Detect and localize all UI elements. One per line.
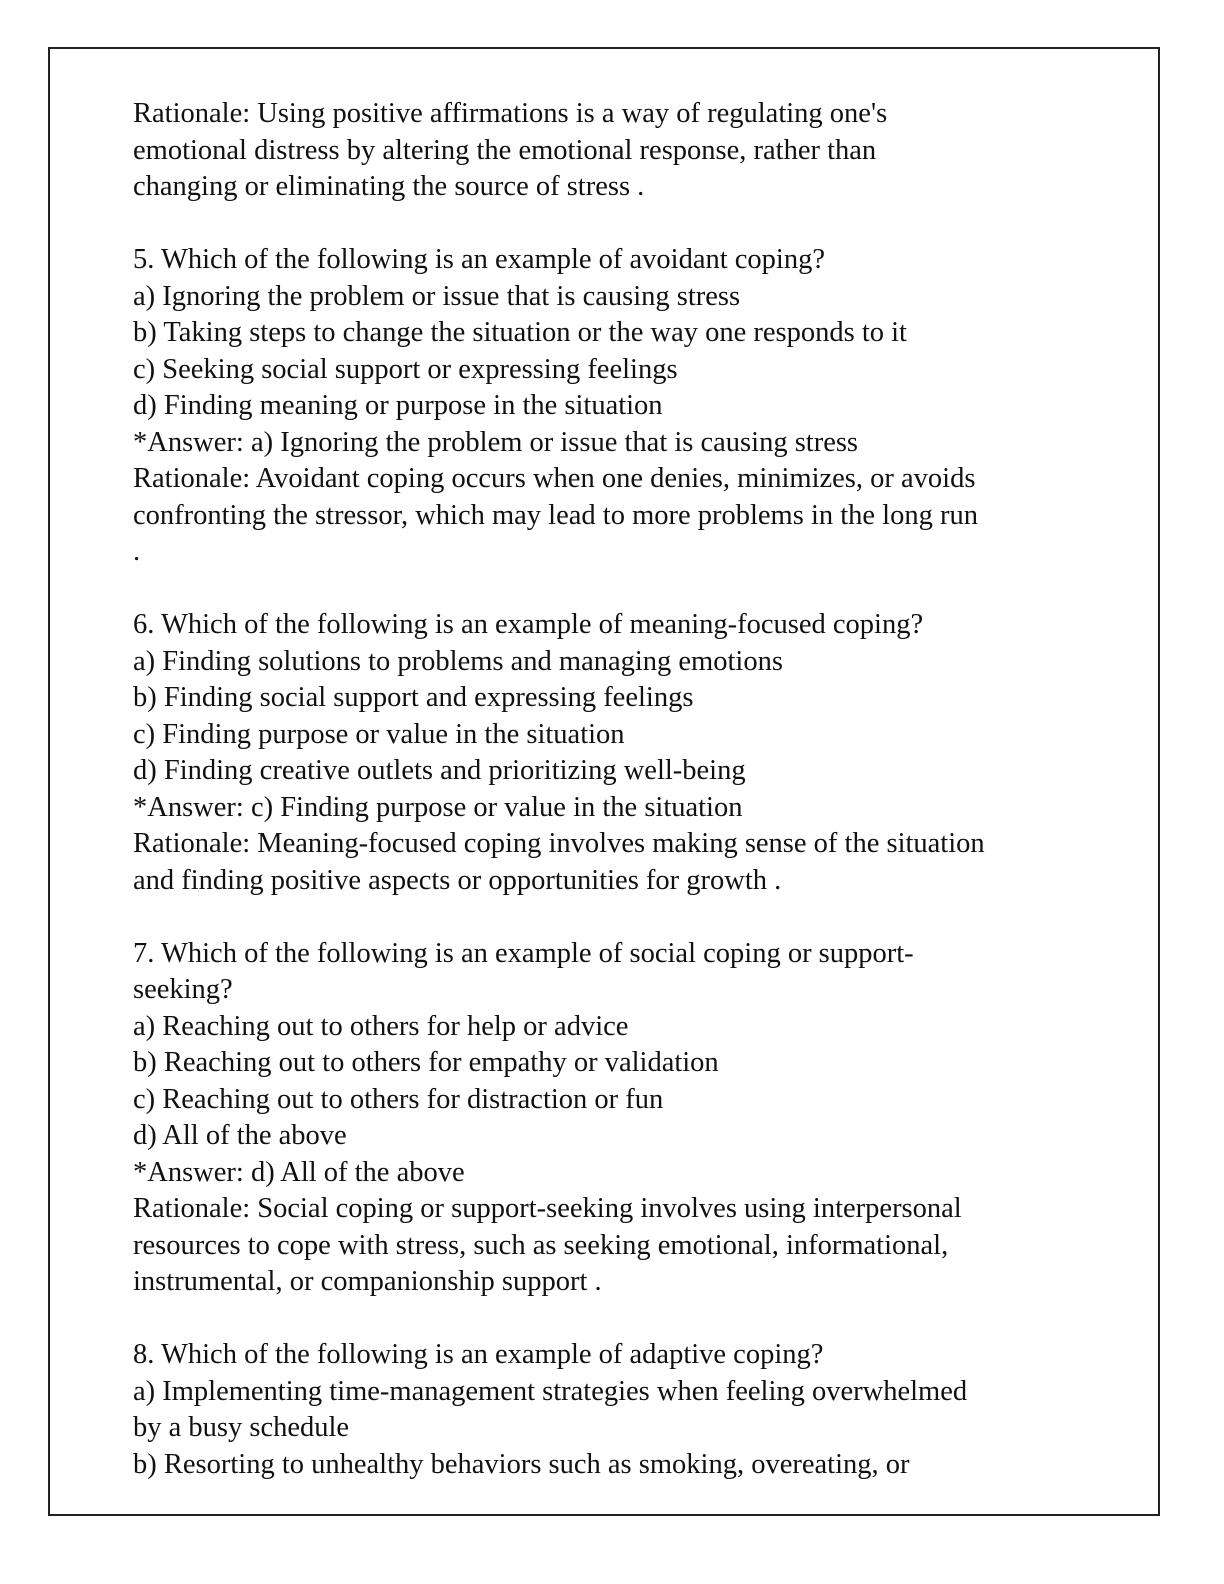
- rationale-line: Rationale: Using positive affirmations is a way of regulating one's: [133, 98, 888, 129]
- option-line: d) Finding creative outlets and prioritizing well-being: [133, 755, 746, 786]
- rationale-line: instrumental, or companionship support .: [133, 1266, 602, 1297]
- question-text: 5. Which of the following is an example of avoidant coping?: [133, 244, 826, 275]
- option-line: d) All of the above: [133, 1120, 347, 1151]
- paragraph-spacer: [133, 1301, 1123, 1338]
- option-line: b) Finding social support and expressing feelings: [133, 682, 694, 713]
- rationale-line: and finding positive aspects or opportunities for growth .: [133, 864, 782, 896]
- rationale-line: resources to cope with stress, such as seeking emotional, informational,: [133, 1229, 949, 1261]
- rationale-line: .: [133, 536, 141, 567]
- option-line: a) Reaching out to others for help or advice: [133, 1010, 629, 1042]
- option-line: a) Implementing time-management strategies when feeling overwhelmed: [133, 1375, 968, 1407]
- question-text: 7. Which of the following is an example of social coping or support-: [133, 937, 914, 969]
- rationale-line: Rationale: Meaning-focused coping involves making sense of the situation: [133, 828, 985, 859]
- rationale-line: Rationale: Social coping or support-seeking involves using interpersonal: [133, 1193, 962, 1224]
- option-line: b) Reaching out to others for empathy or validation: [133, 1047, 719, 1078]
- option-line: a) Finding solutions to problems and managing emotions: [133, 645, 783, 677]
- rationale-line: changing or eliminating the source of stress .: [133, 171, 645, 202]
- question-block: [133, 242, 1123, 571]
- question-text: 8. Which of the following is an example of adaptive coping?: [133, 1339, 824, 1370]
- rationale-line: emotional distress by altering the emotional response, rather than: [133, 134, 877, 166]
- rationale-line: confronting the stressor, which may lead to more problems in the long run: [133, 499, 978, 531]
- document-body: [133, 96, 1123, 1483]
- answer-line: *Answer: d) All of the above: [133, 1156, 465, 1188]
- paragraph-spacer: [133, 899, 1123, 936]
- paragraph-spacer: [133, 206, 1123, 243]
- option-line: by a busy schedule: [133, 1412, 350, 1443]
- question-block: [133, 1337, 1123, 1483]
- question-text: 6. Which of the following is an example of meaning-focused coping?: [133, 609, 924, 640]
- answer-line: *Answer: a) Ignoring the problem or issue that is causing stress: [133, 426, 859, 458]
- paragraph-spacer: [133, 571, 1123, 608]
- answer-line: *Answer: c) Finding purpose or value in the situation: [133, 791, 743, 823]
- option-line: a) Ignoring the problem or issue that is causing stress: [133, 280, 741, 312]
- question-text: seeking?: [133, 974, 233, 1005]
- option-line: b) Taking steps to change the situation or the way one responds to it: [133, 317, 907, 348]
- option-line: b) Resorting to unhealthy behaviors such as smoking, overeating, or: [133, 1448, 910, 1480]
- rationale-line: Rationale: Avoidant coping occurs when one denies, minimizes, or avoids: [133, 463, 976, 494]
- question-block: [133, 607, 1123, 899]
- option-line: c) Seeking social support or expressing feelings: [133, 353, 678, 385]
- option-line: c) Finding purpose or value in the situation: [133, 718, 625, 750]
- option-line: d) Finding meaning or purpose in the situation: [133, 390, 663, 421]
- rationale-block: [133, 96, 1123, 206]
- option-line: c) Reaching out to others for distraction or fun: [133, 1083, 664, 1115]
- question-block: [133, 936, 1123, 1301]
